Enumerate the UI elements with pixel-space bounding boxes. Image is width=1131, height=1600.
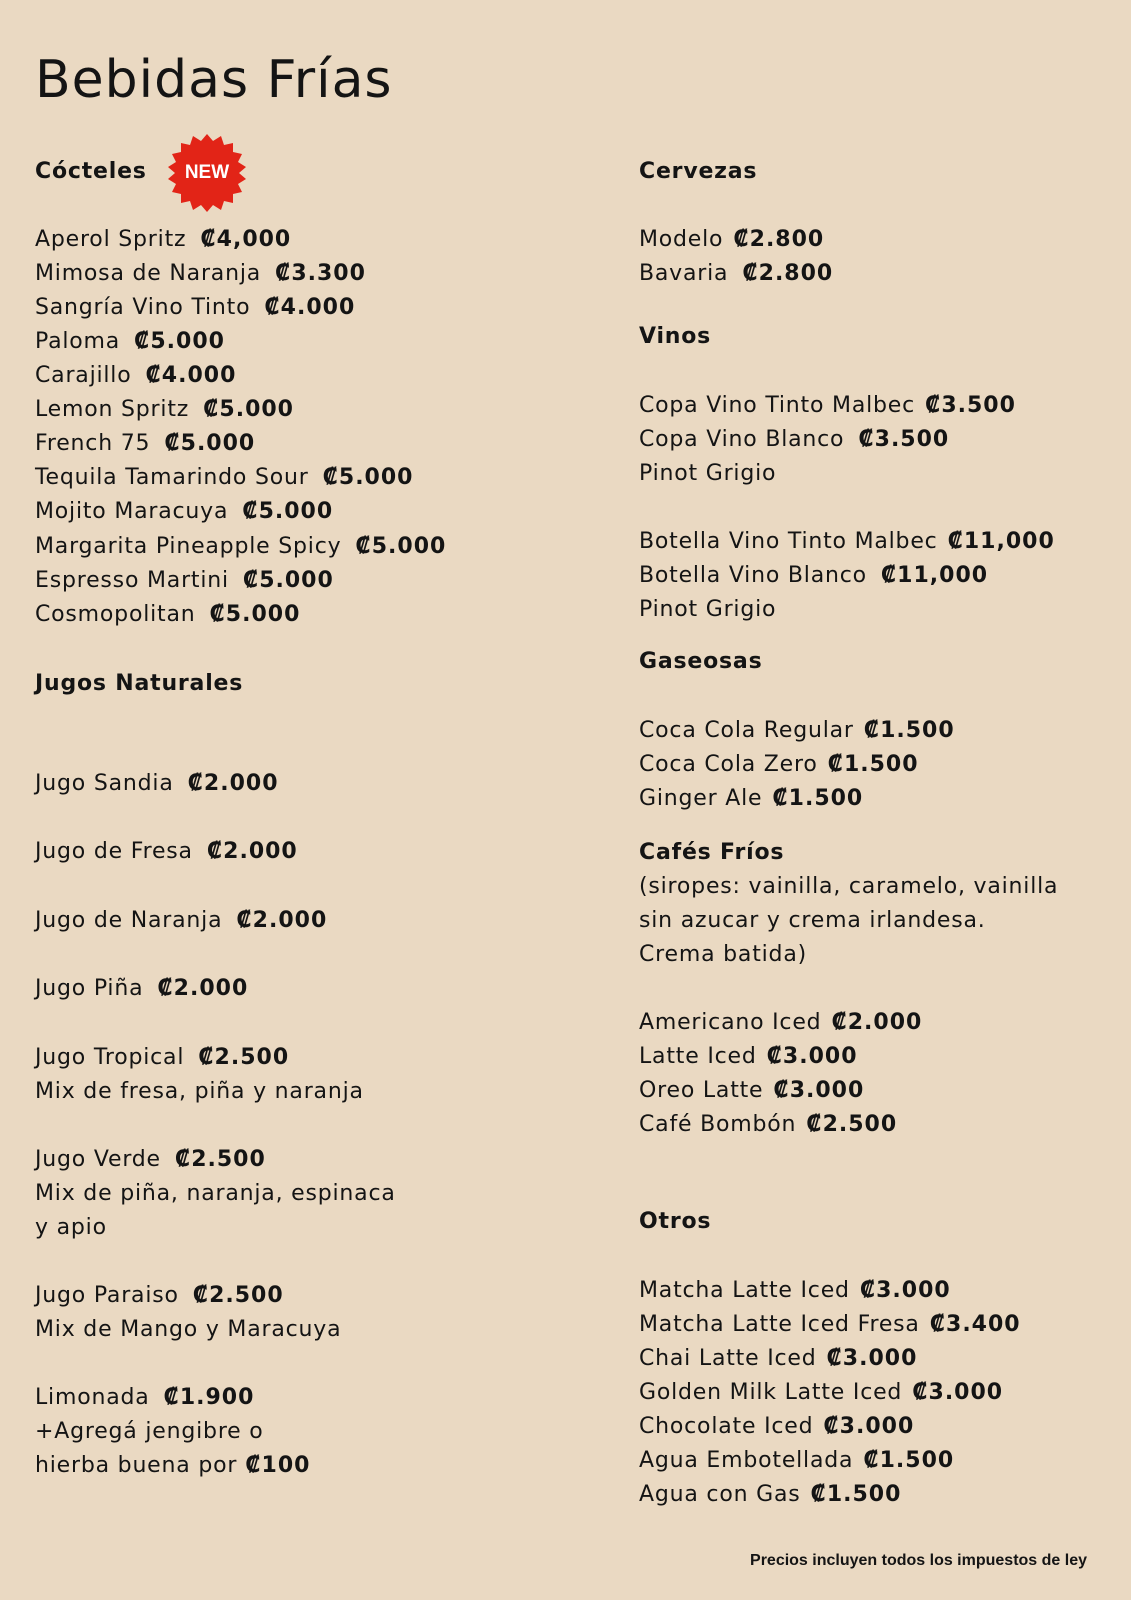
list-item: Latte Iced ₡3.000: [639, 1044, 858, 1069]
list-item: Jugo Tropical ₡2.500: [35, 1045, 290, 1070]
list-item: Agua con Gas ₡1.500: [639, 1482, 902, 1507]
list-item: Carajillo ₡4.000: [35, 363, 237, 388]
list-item: Jugo Verde ₡2.500: [35, 1147, 266, 1172]
list-item: Americano Iced ₡2.000: [639, 1010, 923, 1035]
list-item: Jugo Paraiso ₡2.500: [35, 1283, 284, 1308]
section-note: Crema batida): [639, 942, 807, 967]
list-item: Copa Vino Blanco ₡3.500: [639, 427, 950, 452]
list-item: Limonada ₡1.900: [35, 1385, 255, 1410]
list-item: Lemon Spritz ₡5.000: [35, 397, 294, 422]
list-item: Café Bombón ₡2.500: [639, 1112, 898, 1137]
section-heading-cafes: Cafés Fríos: [639, 840, 785, 865]
section-note: (siropes: vainilla, caramelo, vainilla: [639, 874, 1059, 899]
list-item: Botella Vino Blanco ₡11,000: [639, 563, 989, 588]
list-item: Ginger Ale ₡1.500: [639, 786, 864, 811]
list-item: Cosmopolitan ₡5.000: [35, 602, 301, 627]
list-item: Pinot Grigio: [639, 597, 777, 622]
list-item: Golden Milk Latte Iced ₡3.000: [639, 1380, 1004, 1405]
list-item: Botella Vino Tinto Malbec ₡11,000: [639, 529, 1055, 554]
section-heading-gaseosas: Gaseosas: [639, 649, 763, 674]
item-description: Mix de Mango y Maracuya: [35, 1317, 342, 1342]
item-description: y apio: [35, 1215, 107, 1240]
item-description: hierba buena por ₡100: [35, 1453, 311, 1478]
list-item: Jugo Piña ₡2.000: [35, 976, 249, 1001]
list-item: Sangría Vino Tinto ₡4.000: [35, 295, 356, 320]
list-item: Mimosa de Naranja ₡3.300: [35, 261, 366, 286]
list-item: Chocolate Iced ₡3.000: [639, 1414, 915, 1439]
list-item: Modelo ₡2.800: [639, 227, 825, 252]
list-item: Pinot Grigio: [639, 461, 777, 486]
section-heading-otros: Otros: [639, 1209, 712, 1234]
section-heading-cocteles: Cócteles: [35, 159, 147, 184]
list-item: Coca Cola Regular ₡1.500: [639, 718, 955, 743]
list-item: Jugo Sandia ₡2.000: [35, 771, 279, 796]
list-item: Bavaria ₡2.800: [639, 261, 834, 286]
list-item: Matcha Latte Iced Fresa ₡3.400: [639, 1312, 1021, 1337]
list-item: Jugo de Naranja ₡2.000: [35, 908, 328, 933]
list-item: Jugo de Fresa ₡2.000: [35, 839, 298, 864]
list-item: Tequila Tamarindo Sour ₡5.000: [35, 465, 414, 490]
badge-label: NEW: [184, 162, 230, 183]
list-item: Copa Vino Tinto Malbec ₡3.500: [639, 393, 1016, 418]
section-heading-cervezas: Cervezas: [639, 159, 758, 184]
list-item: Aperol Spritz ₡4,000: [35, 227, 292, 252]
list-item: Espresso Martini ₡5.000: [35, 568, 334, 593]
item-description: +Agregá jengibre o: [35, 1419, 264, 1444]
new-badge: [166, 132, 248, 214]
item-description: Mix de fresa, piña y naranja: [35, 1079, 364, 1104]
list-item: Coca Cola Zero ₡1.500: [639, 752, 919, 777]
list-item: Matcha Latte Iced ₡3.000: [639, 1278, 951, 1303]
page-title: Bebidas Frías: [35, 50, 393, 110]
list-item: Agua Embotellada ₡1.500: [639, 1448, 955, 1473]
section-note: sin azucar y crema irlandesa.: [639, 908, 986, 933]
list-item: Paloma ₡5.000: [35, 329, 225, 354]
section-heading-jugos: Jugos Naturales: [35, 671, 244, 696]
item-description: Mix de piña, naranja, espinaca: [35, 1181, 396, 1206]
footer-note: Precios incluyen todos los impuestos de ley: [750, 1552, 1087, 1569]
list-item: Chai Latte Iced ₡3.000: [639, 1346, 918, 1371]
list-item: Oreo Latte ₡3.000: [639, 1078, 865, 1103]
list-item: Margarita Pineapple Spicy ₡5.000: [35, 534, 447, 559]
list-item: French 75 ₡5.000: [35, 431, 256, 456]
section-heading-vinos: Vinos: [639, 324, 712, 349]
list-item: Mojito Maracuya ₡5.000: [35, 499, 334, 524]
